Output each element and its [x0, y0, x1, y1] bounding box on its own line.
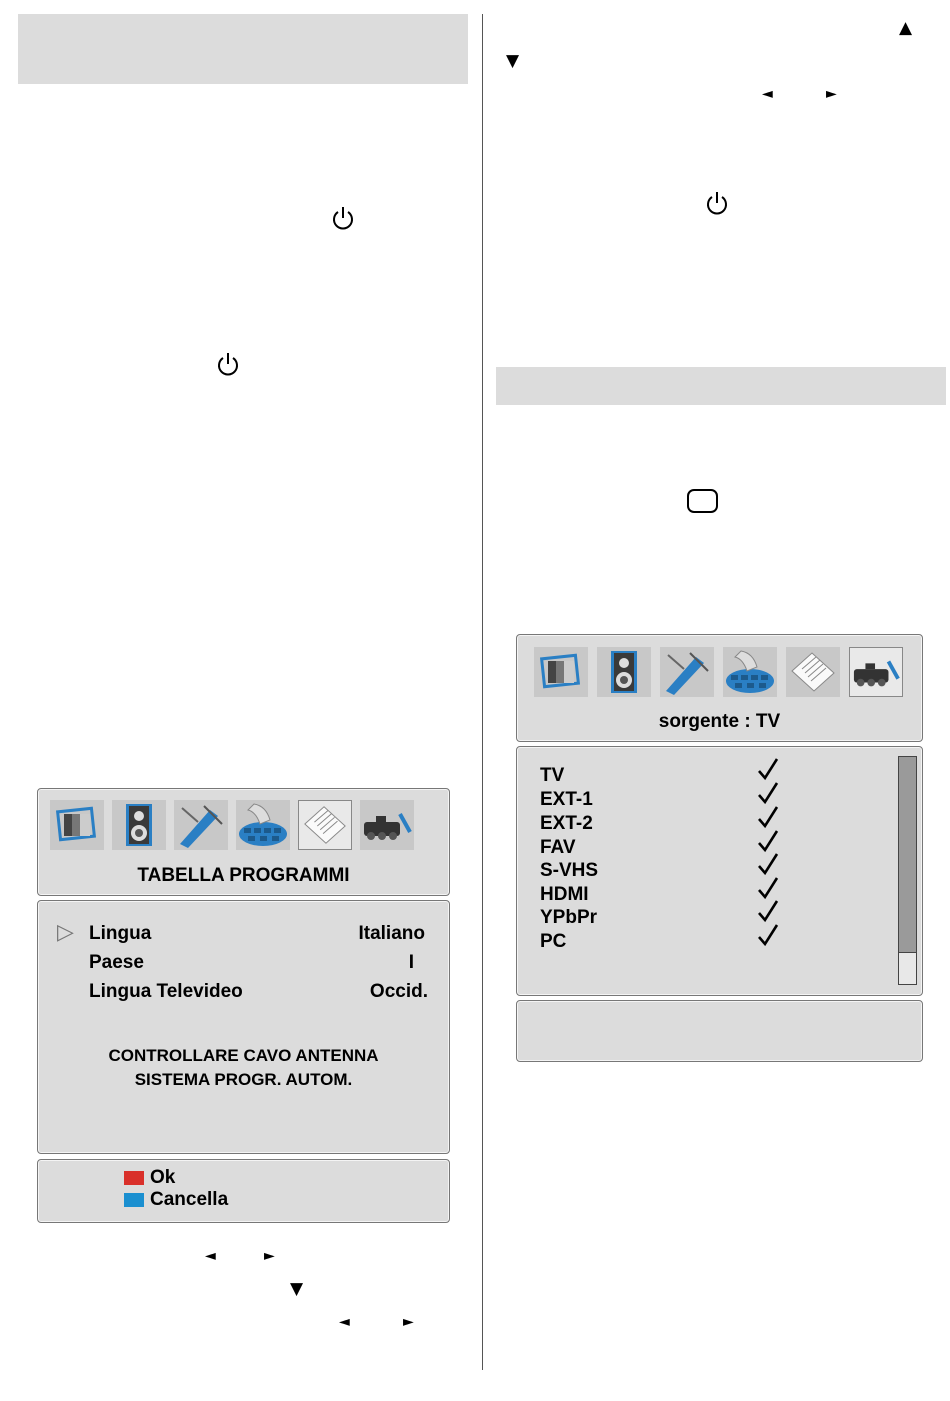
blue-key-swatch	[124, 1193, 144, 1207]
menu-value-lingua[interactable]: Italiano	[358, 923, 425, 944]
left-arrow-icon: ◄	[339, 1314, 350, 1330]
red-key-swatch	[124, 1171, 144, 1185]
legend-ok-label: Ok	[150, 1167, 176, 1188]
checkmark-icon	[757, 852, 779, 876]
left-arrow-icon: ◄	[762, 86, 773, 102]
checkmark-icon	[757, 876, 779, 900]
menu-message-line2: SISTEMA PROGR. AUTOM.	[134, 1070, 353, 1089]
menu-item-paese[interactable]: Paese	[89, 952, 144, 973]
source-menu-title: sorgente : TV	[658, 711, 781, 732]
source-icon[interactable]	[849, 647, 903, 697]
legend-cancella[interactable]	[124, 1189, 228, 1211]
sound-icon[interactable]	[597, 647, 651, 697]
left-arrow-icon: ◄	[205, 1248, 216, 1264]
source-list-scrollbar[interactable]	[898, 756, 917, 985]
menu-title: TABELLA PROGRAMMI	[137, 865, 350, 886]
down-arrow-icon: ▼	[506, 51, 520, 71]
menu-item-lingua-televideo[interactable]: Lingua Televideo	[89, 981, 243, 1002]
source-icon[interactable]	[360, 800, 414, 850]
right-arrow-icon: ►	[403, 1314, 414, 1330]
checkmark-icon	[757, 829, 779, 853]
teletext-icon[interactable]	[786, 647, 840, 697]
features-icon[interactable]	[660, 647, 714, 697]
checkmark-icon	[757, 781, 779, 805]
legend-cancella-label: Cancella	[150, 1189, 229, 1210]
source-item-pc[interactable]: PC	[540, 931, 567, 952]
install-icon[interactable]	[236, 800, 290, 850]
source-item-hdmi[interactable]: HDMI	[540, 884, 589, 905]
source-menu-icon-row	[534, 647, 903, 697]
menu-value-lingua-televideo[interactable]: Occid.	[369, 981, 428, 1002]
down-arrow-icon: ▼	[290, 1279, 304, 1299]
source-item-tv[interactable]: TV	[540, 765, 565, 786]
source-item-ypbpr[interactable]: YPbPr	[540, 907, 598, 928]
section-header-bar-left	[18, 14, 468, 84]
source-footer-panel	[516, 1000, 923, 1062]
menu-item-lingua[interactable]: Lingua	[89, 923, 152, 944]
power-icon	[705, 190, 729, 216]
source-item-svhs[interactable]: S-VHS	[540, 860, 599, 881]
power-icon	[216, 351, 240, 377]
checkmark-icon	[757, 899, 779, 923]
picture-icon[interactable]	[50, 800, 104, 850]
install-icon[interactable]	[723, 647, 777, 697]
up-arrow-icon: ▲	[899, 18, 913, 38]
checkmark-icon	[757, 805, 779, 829]
right-arrow-icon: ►	[826, 86, 837, 102]
right-arrow-icon: ►	[264, 1248, 275, 1264]
column-divider	[482, 14, 483, 1370]
section-header-bar-right	[496, 367, 946, 405]
legend-ok[interactable]	[124, 1167, 175, 1189]
menu-icon-row	[50, 800, 414, 850]
checkmark-icon	[757, 757, 779, 781]
sound-icon[interactable]	[112, 800, 166, 850]
menu-value-paese[interactable]: I	[408, 952, 414, 973]
selection-pointer-icon: ▷	[57, 920, 74, 945]
source-button-icon	[687, 489, 718, 513]
source-item-fav[interactable]: FAV	[540, 837, 576, 858]
checkmark-icon	[757, 923, 779, 947]
features-icon[interactable]	[174, 800, 228, 850]
scrollbar-thumb[interactable]	[898, 952, 917, 985]
power-icon	[331, 205, 355, 231]
teletext-icon[interactable]	[298, 800, 352, 850]
picture-icon[interactable]	[534, 647, 588, 697]
source-item-ext2[interactable]: EXT-2	[540, 813, 593, 834]
menu-message-line1: CONTROLLARE CAVO ANTENNA	[108, 1046, 379, 1065]
menu-legend-panel	[37, 1159, 450, 1223]
source-item-ext1[interactable]: EXT-1	[540, 789, 593, 810]
